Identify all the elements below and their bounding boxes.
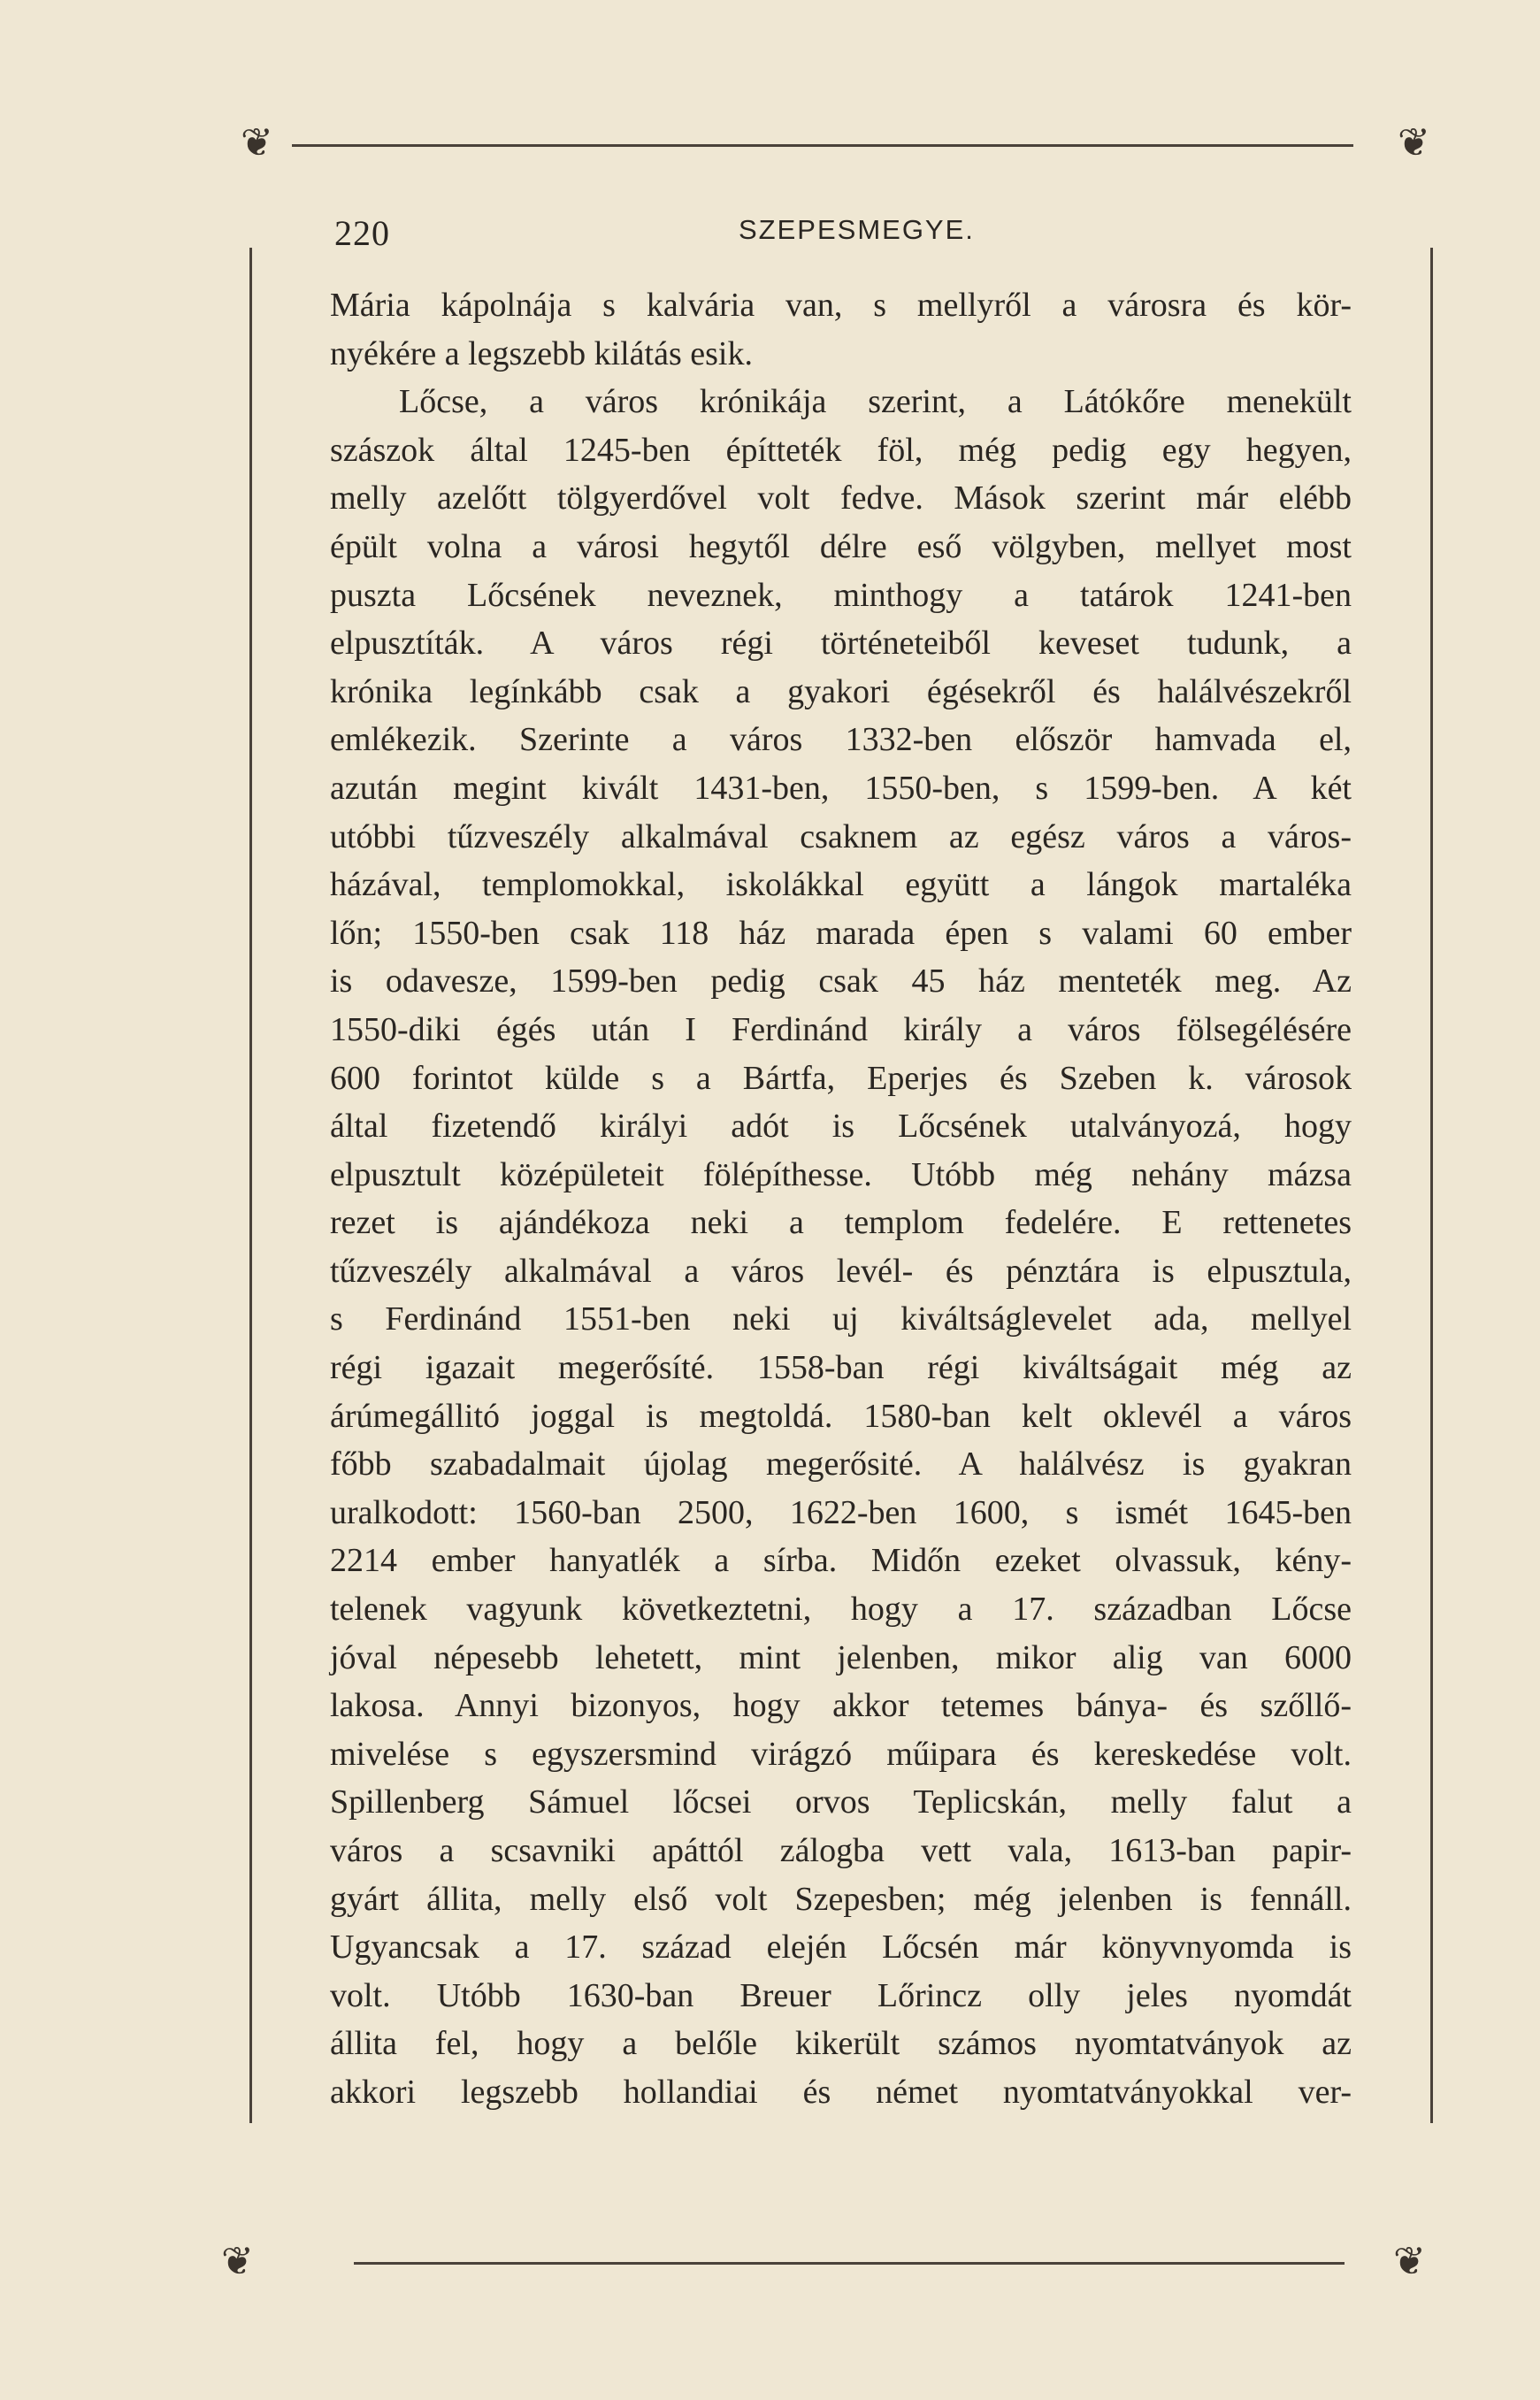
text-line: azután megint kivált 1431-ben, 1550-ben, s 1599-ben. A két (330, 769, 1352, 807)
bottom-left-ornament-icon: ❦ (221, 2239, 254, 2284)
text-line: emlékezik. Szerinte a város 1332-ben először hamvada el, (330, 721, 1352, 759)
text-line: rezet is ajándékoza neki a templom fedelére. E rettenetes (330, 1204, 1352, 1242)
bottom-border-rule (354, 2262, 1345, 2265)
text-line: uralkodott: 1560-ban 2500, 1622-ben 1600, s ismét 1645-ben (330, 1493, 1352, 1531)
text-line: régi igazait megerősíté. 1558-ban régi kiváltságait még az (330, 1349, 1352, 1387)
page-header (327, 203, 1345, 265)
text-line: puszta Lőcsének neveznek, minthogy a tatárok 1241-ben (330, 576, 1352, 614)
text-line: akkori legszebb hollandiai és német nyomtatványokkal ver- (330, 2073, 1352, 2111)
text-line: épült volna a városi hegytől délre eső völgyben, mellyet most (330, 527, 1352, 565)
text-line: város a scsavniki apáttól zálogba vett vala, 1613-ban papir- (330, 1832, 1352, 1869)
text-line: Spillenberg Sámuel lőcsei orvos Teplicskán, melly falut a (330, 1783, 1352, 1821)
text-line: mivelése s egyszersmind virágzó műipara és kereskedése volt. (330, 1735, 1352, 1773)
text-line: nyékére a legszebb kilátás esik. (330, 334, 753, 372)
text-line: szászok által 1245-ben építteték föl, még pedig egy hegyen, (330, 431, 1352, 469)
text-line: Ugyancsak a 17. század elején Lőcsén már könyvnyomda is (330, 1928, 1352, 1967)
text-line: elpusztíták. A város régi történeteiből keveset tudunk, a (330, 625, 1352, 663)
body-text (330, 281, 1352, 2117)
text-line: 2214 ember hanyatlék a sírba. Midőn ezeket olvassuk, kény- (330, 1542, 1352, 1580)
text-line: házával, templomokkal, iskolákkal együtt a lángok martaléka (330, 866, 1352, 904)
text-line: utóbbi tűzveszély alkalmával csaknem az egész város a város- (330, 817, 1352, 855)
top-right-ornament-icon: ❦ (1398, 120, 1430, 165)
text-line: gyárt állita, melly első volt Szepesben; még jelenben is fennáll. (330, 1880, 1352, 1918)
text-line: árúmegállitó joggal is megtoldá. 1580-ban kelt oklevél a város (330, 1397, 1352, 1435)
text-line: Lőcse, a város krónikája szerint, a Látókőre menekült (399, 383, 1352, 421)
text-line: telenek vagyunk következtetni, hogy a 17. században Lőcse (330, 1591, 1352, 1629)
page-number: 220 (334, 213, 390, 253)
text-line: s Ferdinánd 1551-ben neki uj kiváltságlevelet ada, mellyel (330, 1300, 1352, 1338)
text-line: Mária kápolnája s kalvária van, s mellyről a városra és kör- (330, 287, 1352, 324)
text-line: állita fel, hogy a belőle kikerült számos nyomtatványok az (330, 2025, 1352, 2063)
text-line: lőn; 1550-ben csak 118 ház marada épen s valami 60 ember (330, 914, 1352, 952)
text-line: jóval népesebb lehetett, mint jelenben, mikor alig van 6000 (330, 1638, 1352, 1676)
text-line: 600 forintot külde s a Bártfa, Eperjes és Szeben k. városok (330, 1059, 1352, 1097)
text-line: melly azelőtt tölgyerdővel volt fedve. Mások szerint már elébb (330, 479, 1352, 518)
text-line: főbb szabadalmait újolag megerősité. A halálvész is gyakran (330, 1445, 1352, 1484)
right-border-rule (1430, 248, 1433, 2123)
text-line: 1550-diki égés után I Ferdinánd király a város fölsegélésére (330, 1010, 1352, 1048)
text-line: krónika legínkább csak a gyakori égésekről és halálvészekről (330, 672, 1352, 710)
text-line: is odavesze, 1599-ben pedig csak 45 ház menteték meg. Az (330, 962, 1352, 1001)
text-line: által fizetendő királyi adót is Lőcsének utalványozá, hogy (330, 1108, 1352, 1146)
running-head: SZEPESMEGYE. (739, 214, 975, 245)
text-line: lakosa. Annyi bizonyos, hogy akkor tetemes bánya- és szőllő- (330, 1687, 1352, 1725)
left-border-rule (249, 248, 252, 2123)
text-line: elpusztult középületeit fölépíthesse. Utóbb még nehány mázsa (330, 1155, 1352, 1193)
text-line: tűzveszély alkalmával a város levél- és pénztára is elpusztula, (330, 1252, 1352, 1290)
text-line: volt. Utóbb 1630-ban Breuer Lőrincz olly jeles nyomdát (330, 1976, 1352, 2014)
top-border-rule (292, 144, 1353, 147)
top-left-ornament-icon: ❦ (241, 120, 273, 165)
bottom-right-ornament-icon: ❦ (1393, 2239, 1426, 2284)
